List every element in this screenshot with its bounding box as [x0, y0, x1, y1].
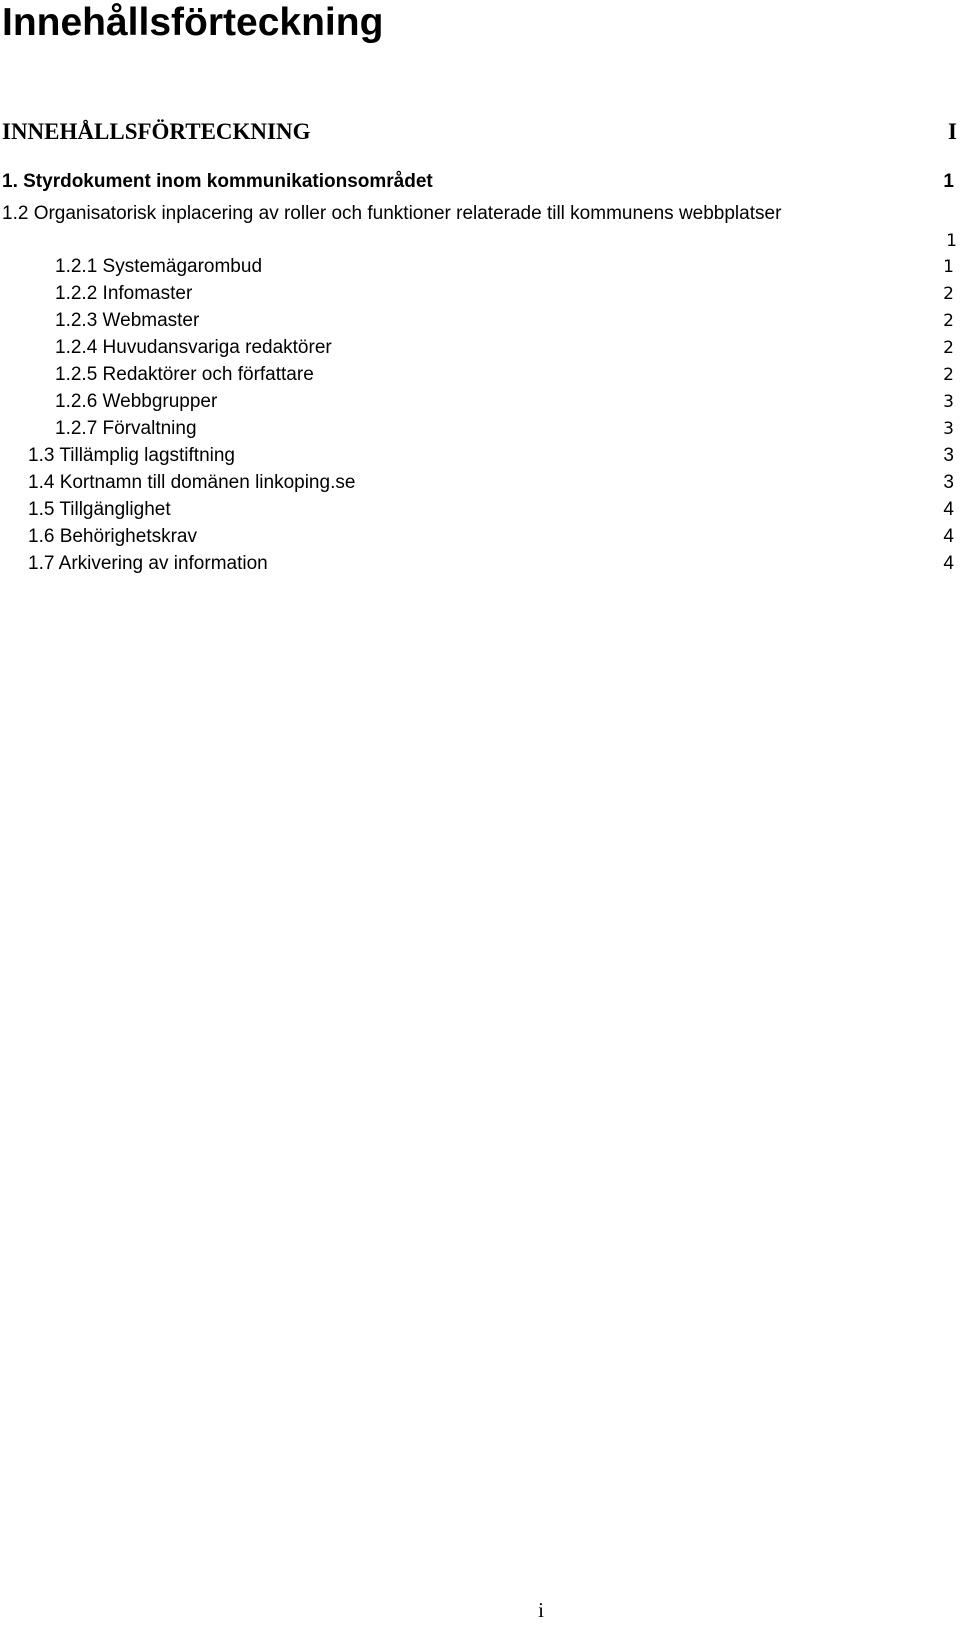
toc-entry-label: 1.4 Kortnamn till domänen linkoping.se — [28, 472, 356, 493]
toc-entry[interactable] — [0, 169, 957, 195]
toc-entry-page: 3 — [943, 472, 954, 493]
toc-entry-page: 2 — [943, 284, 954, 304]
toc-entry-page: 3 — [943, 445, 954, 466]
toc-entry[interactable] — [0, 201, 957, 227]
toc-entry-label: 1.3 Tillämplig lagstiftning — [28, 445, 235, 466]
toc-entry[interactable] — [0, 308, 957, 334]
toc-entry[interactable] — [0, 497, 957, 523]
toc-entry-label: 1.2.2 Infomaster — [55, 283, 193, 304]
toc-entry-label: 1. Styrdokument inom kommunikationsområdet — [2, 171, 433, 192]
toc-entry-page: 3 — [943, 392, 954, 412]
toc-entry[interactable] — [0, 281, 957, 307]
toc-entry[interactable] — [0, 470, 957, 496]
page-title: Innehållsförteckning — [2, 1, 384, 44]
toc-entry-label: 1.2.6 Webbgrupper — [55, 391, 218, 412]
toc-entry-page: 2 — [943, 365, 954, 385]
toc-entry-label: 1.2 Organisatorisk inplacering av roller och funktioner relaterade till kommunens webbplatser — [2, 203, 782, 224]
toc-entry-label: 1.2.1 Systemägarombud — [55, 256, 263, 277]
toc-entry-page: 3 — [943, 419, 954, 439]
toc-heading — [2, 117, 957, 147]
toc-entry[interactable] — [0, 362, 957, 388]
toc-entry-label: 1.6 Behörighetskrav — [28, 526, 197, 547]
toc-entry-label: 1.2.4 Huvudansvariga redaktörer — [55, 337, 332, 358]
toc-entry-page: 4 — [943, 553, 954, 574]
toc-entry-label: 1.5 Tillgänglighet — [28, 499, 171, 520]
toc-entry-label: 1.2.5 Redaktörer och författare — [55, 364, 314, 385]
toc-entry[interactable] — [0, 443, 957, 469]
toc-entry-page: 1 — [946, 231, 957, 251]
toc-entry[interactable] — [0, 254, 957, 280]
toc-entry[interactable] — [0, 524, 957, 550]
footer-page-number: i — [538, 1598, 544, 1622]
toc-entry-page: 2 — [943, 311, 954, 331]
toc-entry-page: 4 — [943, 526, 954, 547]
toc-entry-page: 2 — [943, 338, 954, 358]
toc-entry[interactable] — [0, 551, 957, 577]
toc-entry-page: 1 — [943, 171, 954, 192]
toc-heading-label: INNEHÅLLSFÖRTECKNING — [2, 119, 311, 144]
toc-entry-page: 4 — [943, 499, 954, 520]
toc-heading-page: I — [948, 119, 957, 144]
toc-entry-label: 1.2.3 Webmaster — [55, 310, 200, 331]
toc-entry-label: 1.7 Arkivering av information — [28, 553, 268, 574]
toc-entry[interactable] — [0, 335, 957, 361]
toc-entry-page: 1 — [943, 257, 954, 277]
toc-entry-label: 1.2.7 Förvaltning — [55, 418, 197, 439]
toc-entry[interactable] — [0, 389, 957, 415]
toc-entry[interactable] — [0, 416, 957, 442]
